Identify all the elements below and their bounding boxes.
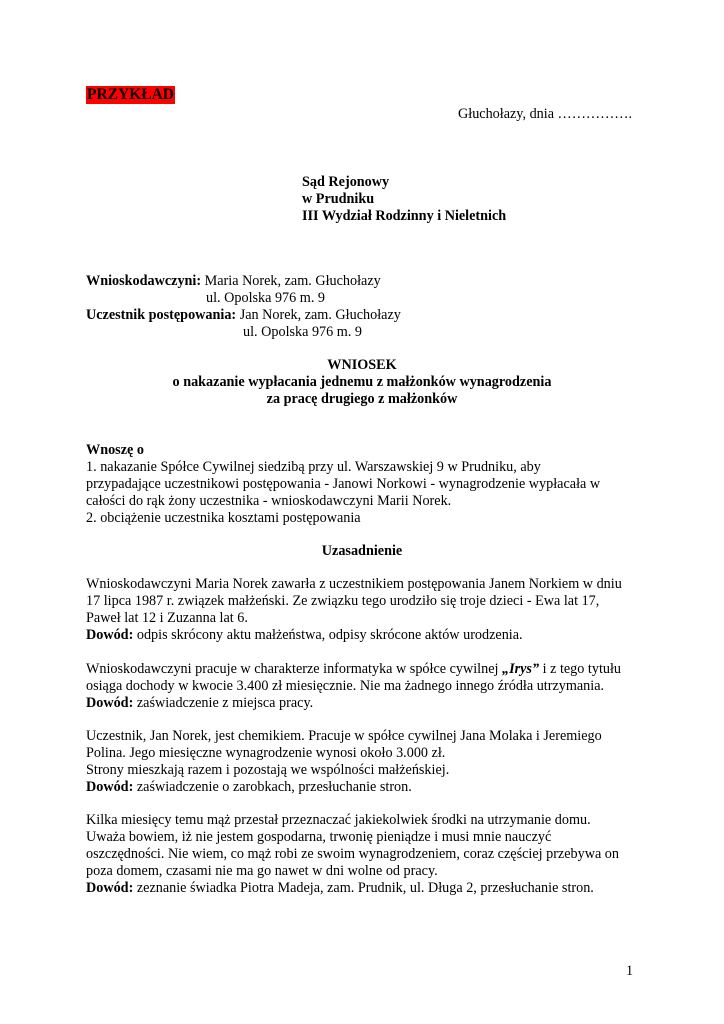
title-line-3: za pracę drugiego z małżonków: [266, 391, 458, 407]
paragraph-line: Paweł lat 12 i Zuzanna lat 6.: [86, 610, 248, 626]
request-line: przypadające uczestnikowi postępowania - Janowi Norkowi - wynagrodzenie wypłacała w: [86, 476, 601, 492]
applicant-address-row: [86, 290, 401, 307]
paragraph-line: Uczestnik, Jan Norek, jest chemikiem. Pracuje w spółce cywilnej Jana Molaka i Jeremiego: [86, 728, 602, 744]
court-address: [302, 174, 506, 225]
page-number: 1: [626, 963, 634, 979]
court-line-3: III Wydział Rodzinny i Nieletnich: [302, 208, 507, 224]
evidence-label: Dowód:: [86, 695, 134, 711]
participant-row: [86, 307, 401, 324]
paragraph-4: [86, 812, 619, 897]
evidence-line: [86, 695, 621, 712]
evidence-line: [86, 627, 622, 644]
place-date: Głuchołazy, dnia …………….: [458, 106, 633, 122]
applicant-label: Wnioskodawczyni:: [86, 273, 202, 289]
paragraph-line: oszczędności. Nie wiem, co mąż robi ze swoim wynagrodzeniem, coraz częściej przebywa on: [86, 846, 619, 862]
request-section: [86, 442, 600, 527]
parties-block: [86, 273, 401, 341]
example-stamp: PRZYKŁAD: [87, 86, 174, 103]
request-heading: Wnoszę o: [86, 442, 144, 458]
title-line-2: o nakazanie wypłacania jednemu z małżonków wynagrodzenia: [172, 374, 552, 390]
participant-address-row: [86, 324, 401, 341]
paragraph-line: Uważa bowiem, iż nie jestem gospodarna, trwonię pieniądze i musi mnie nauczyć: [86, 829, 552, 845]
evidence-label: Dowód:: [86, 779, 134, 795]
applicant-value: Maria Norek, zam. Głuchołazy: [201, 273, 381, 289]
paragraph-line: Wnioskodawczyni Maria Norek zawarła z uczestnikiem postępowania Janem Norkiem w dniu: [86, 576, 622, 592]
evidence-label: Dowód:: [86, 627, 134, 643]
evidence-text: zaświadczenie z miejsca pracy.: [133, 695, 314, 711]
paragraph-text: i z tego tytułu: [539, 661, 622, 677]
document-title: [0, 357, 724, 408]
applicant-address: ul. Opolska 976 m. 9: [206, 290, 326, 306]
title-line-1: WNIOSEK: [327, 357, 397, 373]
paragraph-line: Strony mieszkają razem i pozostają we wspólności małżeńskiej.: [86, 762, 450, 778]
paragraph-line: 17 lipca 1987 r. związek małżeński. Ze związku tego urodziło się troje dzieci - Ewa lat 17,: [86, 593, 600, 609]
paragraph-line: [86, 661, 621, 678]
evidence-line: [86, 880, 619, 897]
evidence-text: odpis skrócony aktu małżeństwa, odpisy skrócone aktów urodzenia.: [133, 627, 523, 643]
participant-address: ul. Opolska 976 m. 9: [243, 324, 363, 340]
paragraph-2: [86, 661, 621, 712]
evidence-label: Dowód:: [86, 880, 134, 896]
court-line-2: w Prudniku: [302, 191, 375, 207]
company-name: „Irys”: [502, 661, 540, 677]
evidence-line: [86, 779, 602, 796]
justification-heading: Uzasadnienie: [321, 543, 403, 559]
request-line: 2. obciążenie uczestnika kosztami postępowania: [86, 510, 361, 526]
evidence-text: zaświadczenie o zarobkach, przesłuchanie stron.: [133, 779, 412, 795]
applicant-row: [86, 273, 401, 290]
paragraph-line: Kilka miesięcy temu mąż przestał przeznaczać jakiekolwiek środki na utrzymanie domu.: [86, 812, 591, 828]
paragraph-1: [86, 576, 622, 644]
paragraph-line: poza domem, czasami nie ma go nawet w dni wolne od pracy.: [86, 863, 438, 879]
paragraph-line: Polina. Jego miesięczne wynagrodzenie wynosi około 3.000 zł.: [86, 745, 446, 761]
evidence-text: zeznanie świadka Piotra Madeja, zam. Prudnik, ul. Długa 2, przesłuchanie stron.: [133, 880, 594, 896]
participant-label: Uczestnik postępowania:: [86, 307, 237, 323]
participant-value: Jan Norek, zam. Głuchołazy: [236, 307, 401, 323]
paragraph-3: [86, 728, 602, 796]
request-line: całości do rąk żony uczestnika - wnioskodawczyni Marii Norek.: [86, 493, 452, 509]
paragraph-line: osiąga dochody w kwocie 3.400 zł miesięcznie. Nie ma żadnego innego źródła utrzymania.: [86, 678, 605, 694]
court-line-1: Sąd Rejonowy: [302, 174, 390, 190]
paragraph-text: Wnioskodawczyni pracuje w charakterze informatyka w spółce cywilnej: [86, 661, 502, 677]
request-line: 1. nakazanie Spółce Cywilnej siedzibą przy ul. Warszawskiej 9 w Prudniku, aby: [86, 459, 541, 475]
